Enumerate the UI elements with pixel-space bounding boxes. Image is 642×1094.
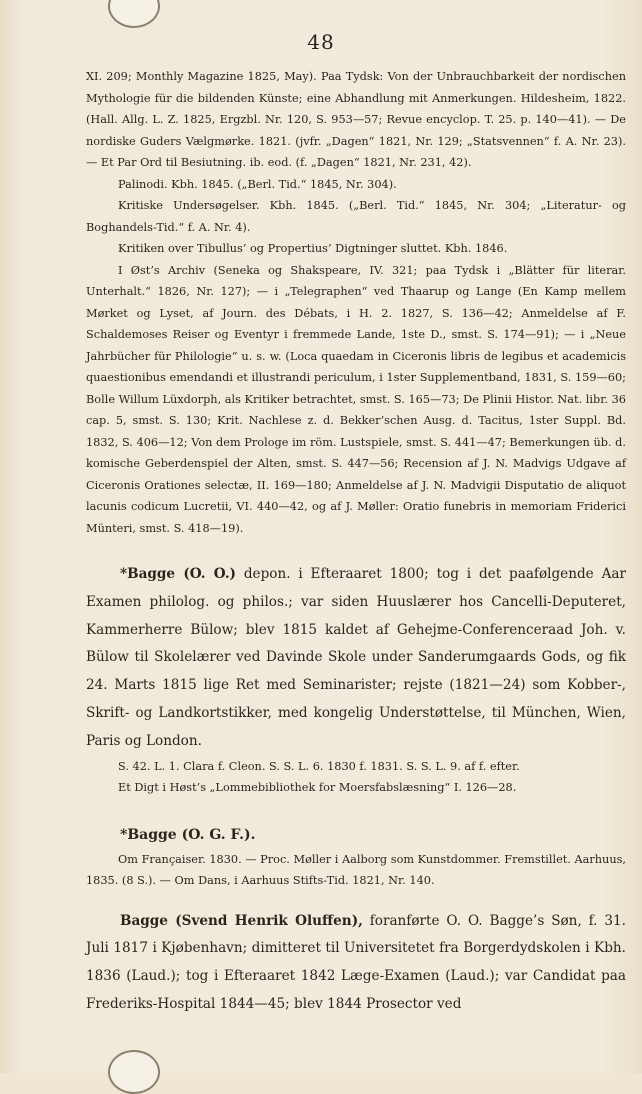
entry-bagge-ogf-text: Om Françaiser. 1830. — Proc. Møller i Aalborg som Kunstdommer. Fremstillet. Aarhuus, 1835. (8 S.). — Om Dans, i Aarhuus Stifts-Tid. 1821, Nr. 140. — [86, 852, 626, 888]
continued-paragraph-4: Kritiken over Tibullus’ og Propertius’ Digtninger sluttet. Kbh. 1846. — [118, 242, 508, 255]
entry-bagge-svend — [86, 908, 626, 1019]
entry-bagge-oo-text: depon. i Efteraaret 1800; tog i det paafølgende Aar Examen philolog. og philos.; var siden Huuslærer hos Cancelli-Deputeret, Kammerherre Bülow; blev 1815 kaldet af Gehejme-Conferenceraad Joh. v. Bülow til Skolelærer ved Davinde Skole under Sanderumgaards Gods, og fik 24. Marts 1815 lige Ret med Seminarister; rejste (1821—24) som Kobber-, Skrift- og Landkortstikker, med kongelig Understøttelse, til München, Wien, Paris og London. — [86, 566, 626, 749]
page-content — [86, 66, 626, 1019]
entry-bagge-ogf-name: *Bagge (O. G. F.). — [120, 826, 256, 843]
entry-bagge-svend-name: Bagge (Svend Henrik Oluffen), — [120, 912, 363, 929]
entry-bagge-oo-poem: Et Digt i Høst’s „Lommebibliothek for Moersfabslæsning“ I. 126—28. — [118, 781, 517, 795]
page-number: 48 — [307, 30, 335, 54]
spacer — [86, 892, 626, 908]
spacer — [86, 539, 626, 561]
page-hole-top — [108, 0, 160, 28]
entry-bagge-oo-name: *Bagge (O. O.) — [120, 566, 236, 582]
continued-paragraph-2: Palinodi. Kbh. 1845. („Berl. Tid.“ 1845, Nr. 304). — [118, 177, 397, 191]
spacer — [86, 799, 626, 821]
page-hole-bottom — [108, 1050, 160, 1094]
entry-bagge-oo — [86, 561, 626, 756]
entry-bagge-svend-text: foranførte O. O. Bagge’s Søn, f. 31. Juli 1817 i Kjøbenhavn; dimitteret til Universitetet fra Borgerdydskolen i Kbh. 1836 (Laud.); tog i Efteraaret 1842 Læge-Examen (Laud.); var Candidat paa Frederiks-Hospital 1844—45; blev 1844 Prosector ved — [86, 912, 626, 1012]
continued-paragraph-1: XI. 209; Monthly Magazine 1825, May). Paa Tydsk: Von der Unbrauchbarkeit der nordischen Mythologie für die bildenden Künste; eine Abhandlung mit Anmerkungen. Hildesheim, 1822. (Hall. Allg. L. Z. 1825, Ergzbl. Nr. 120, S. 953—57; Revue encyclop. T. 25. p. 140—41). — De nordiske Guders Vælgmørke. 1821. (jvfr. „Dagen“ 1821, Nr. 129; „Statsvennen“ f. A. Nr. 23). — Et Par Ord til Besiutning. ib. eod. (f. „Dagen“ 1821, Nr. 231, 42). — [86, 70, 626, 169]
continued-paragraph-3: Kritiske Undersøgelser. Kbh. 1845. („Berl. Tid.“ 1845, Nr. 304; „Literatur- og Boghandels-Tid.“ f. A. Nr. 4). — [86, 199, 626, 234]
continued-paragraph-5: I Øst’s Archiv (Seneka og Shakspeare, IV. 321; paa Tydsk i „Blätter für literar. Unterhalt.“ 1826, Nr. 127); — i „Telegraphen“ ved Thaarup og Lange (En Kamp mellem Mørket og Lyset, af Journ. des Débats, i H. 2. 1827, S. 136—42; Anmeldelse af F. Schaldemoses Reiser og Eventyr i fremmede Lande, 1ste D., smst. S. 174—91); — i „Neue Jahrbücher für Philologie“ u. s. w. (Loca quaedam in Ciceronis libris de legibus et academicis quaestionibus emendandi et illustrandi periculum, i 1ster Supplementband, 1831, S. 159—60; Bolle Willum Lüxdorph, als Kritiker betrachtet, smst. S. 165—73; De Plinii Histor. Nat. libr. 36 cap. 5, smst. S. 130; Krit. Nachlese z. d. Bekker’schen Ausg. d. Tacitus, 1ster Suppl. Bd. 1832, S. 406—12; Von dem Prologe im röm. Lustspiele, smst. S. 441—47; Bemerkungen üb. d. komische Geberdenspiel der Alten, smst. S. 447—56; Recension af J. N. Madvigs Udgave af Ciceronis Orationes selectæ, II. 169—180; Anmeldelse af J. N. Madvigii Disputatio de aliquot lacunis codicum Lucretii, VI. 440—42, og af J. Møller: Oratio funebris in memoriam Friderici Münteri, smst. S. 418—19). — [86, 263, 626, 535]
entry-bagge-oo-refs: S. 42. L. 1. Clara f. Cleon. S. S. L. 6. 1830 f. 1831. S. S. L. 9. af f. efter. — [118, 759, 520, 773]
